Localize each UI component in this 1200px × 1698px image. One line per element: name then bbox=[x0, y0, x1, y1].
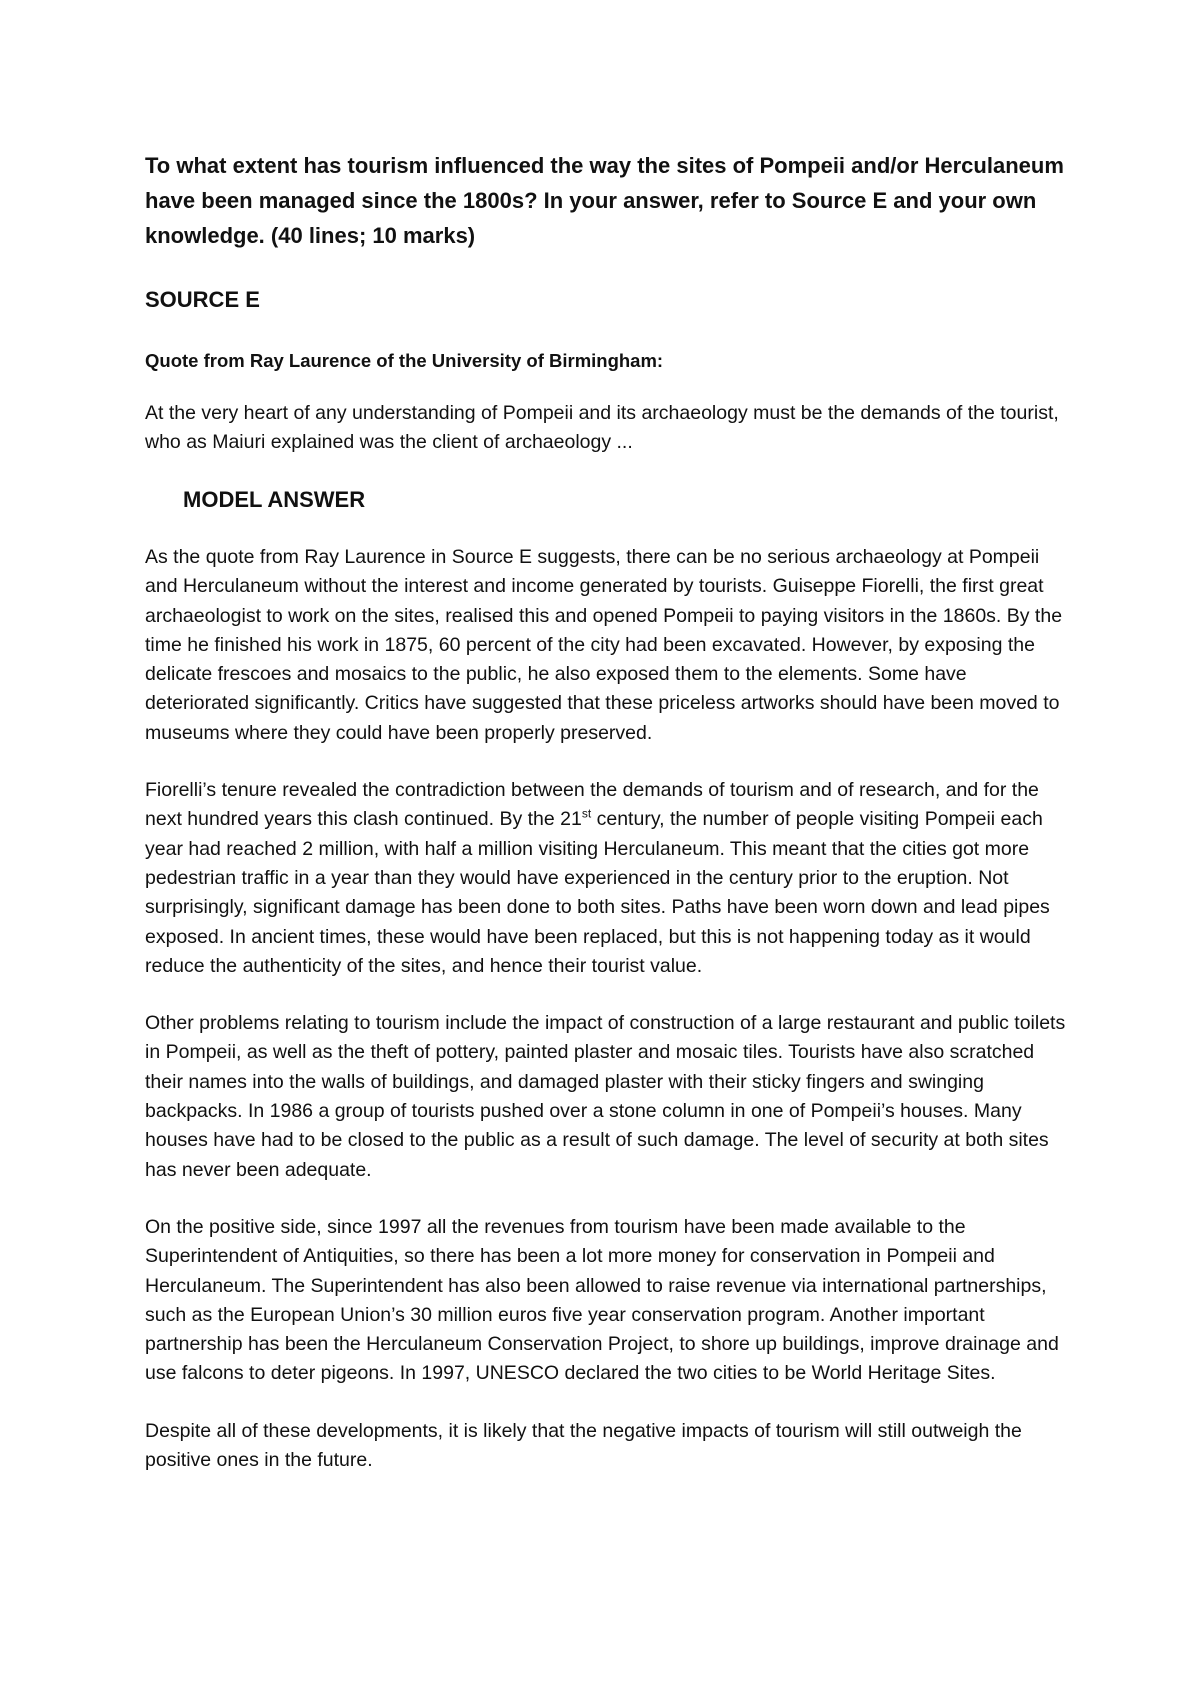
question-text: To what extent has tourism influenced the way the sites of Pompeii and/or Herculaneum have been managed since the 1800s? In your answer, refer to Source E and your own knowledge. (40 lines; 10 marks) bbox=[145, 153, 1064, 248]
ordinal-suffix: st bbox=[581, 806, 592, 821]
answer-paragraph-3: Other problems relating to tourism include the impact of construction of a large restaurant and public toilets in Pompeii, as well as the theft of pottery, painted plaster and mosaic tiles. Tourists have also scratched their names into the walls of buildings, and damaged plaster with their sticky fingers and swinging backpacks. In 1986 a group of tourists pushed over a stone column in one of Pompeii’s houses. Many houses have had to be closed to the public as a result of such damage. The level of security at both sites has never been adequate. bbox=[145, 1012, 1066, 1181]
answer-paragraph-4: On the positive side, since 1997 all the revenues from tourism have been made available to the Superintendent of Antiquities, so there has been a lot more money for conservation in Pompeii and Herculaneum. The Superintendent has also been allowed to raise revenue via international partnerships, such as the European Union’s 30 million euros five year conservation program. Another important partnership has been the Herculaneum Conservation Project, to shore up buildings, improve drainage and use falcons to deter pigeons. In 1997, UNESCO declared the two cities to be World Heritage Sites. bbox=[145, 1215, 1059, 1385]
document-page bbox=[145, 148, 1075, 1475]
source-heading: SOURCE E bbox=[145, 287, 260, 312]
paragraph-2-text-start: Fiorelli’s tenure revealed the contradiction between the demands of tourism and of research, and for the next hundred years this clash continued. By the 21 bbox=[145, 779, 1039, 831]
answer-paragraph-5: Despite all of these developments, it is likely that the negative impacts of tourism will still outweigh the positive ones in the future. bbox=[145, 1419, 1022, 1472]
quote-text: At the very heart of any understanding of Pompeii and its archaeology must be the demands of the tourist, who as Maiuri explained was the client of archaeology ... bbox=[145, 402, 1059, 453]
paragraph-2-text-end: century, the number of people visiting Pompeii each year had reached 2 million, with half a million visiting Herculaneum. This meant that the cities got more pedestrian traffic in a year than they would have experienced in the century prior to the eruption. Not surprisingly, significant damage has been done to both sites. Paths have been worn down and lead pipes exposed. In ancient times, these would have been replaced, but this is not happening today as it would reduce the authenticity of the sites, and hence their tourist value. bbox=[145, 808, 1050, 977]
model-answer-heading: MODEL ANSWER bbox=[183, 487, 366, 512]
answer-paragraph-2 bbox=[145, 776, 1075, 981]
answer-paragraph-1: As the quote from Ray Laurence in Source E suggests, there can be no serious archaeology at Pompeii and Herculaneum without the interest and income generated by tourists. Guiseppe Fiorelli, the first great archaeologist to work on the sites, realised this and opened Pompeii to paying visitors in the 1860s. By the time he finished his work in 1875, 60 percent of the city had been excavated. However, by exposing the delicate frescoes and mosaics to the public, he also exposed them to the elements. Some have deteriorated significantly. Critics have suggested that these priceless artworks should have been moved to museums where they could have been properly preserved. bbox=[145, 546, 1063, 744]
quote-heading: Quote from Ray Laurence of the University of Birmingham: bbox=[145, 350, 664, 371]
